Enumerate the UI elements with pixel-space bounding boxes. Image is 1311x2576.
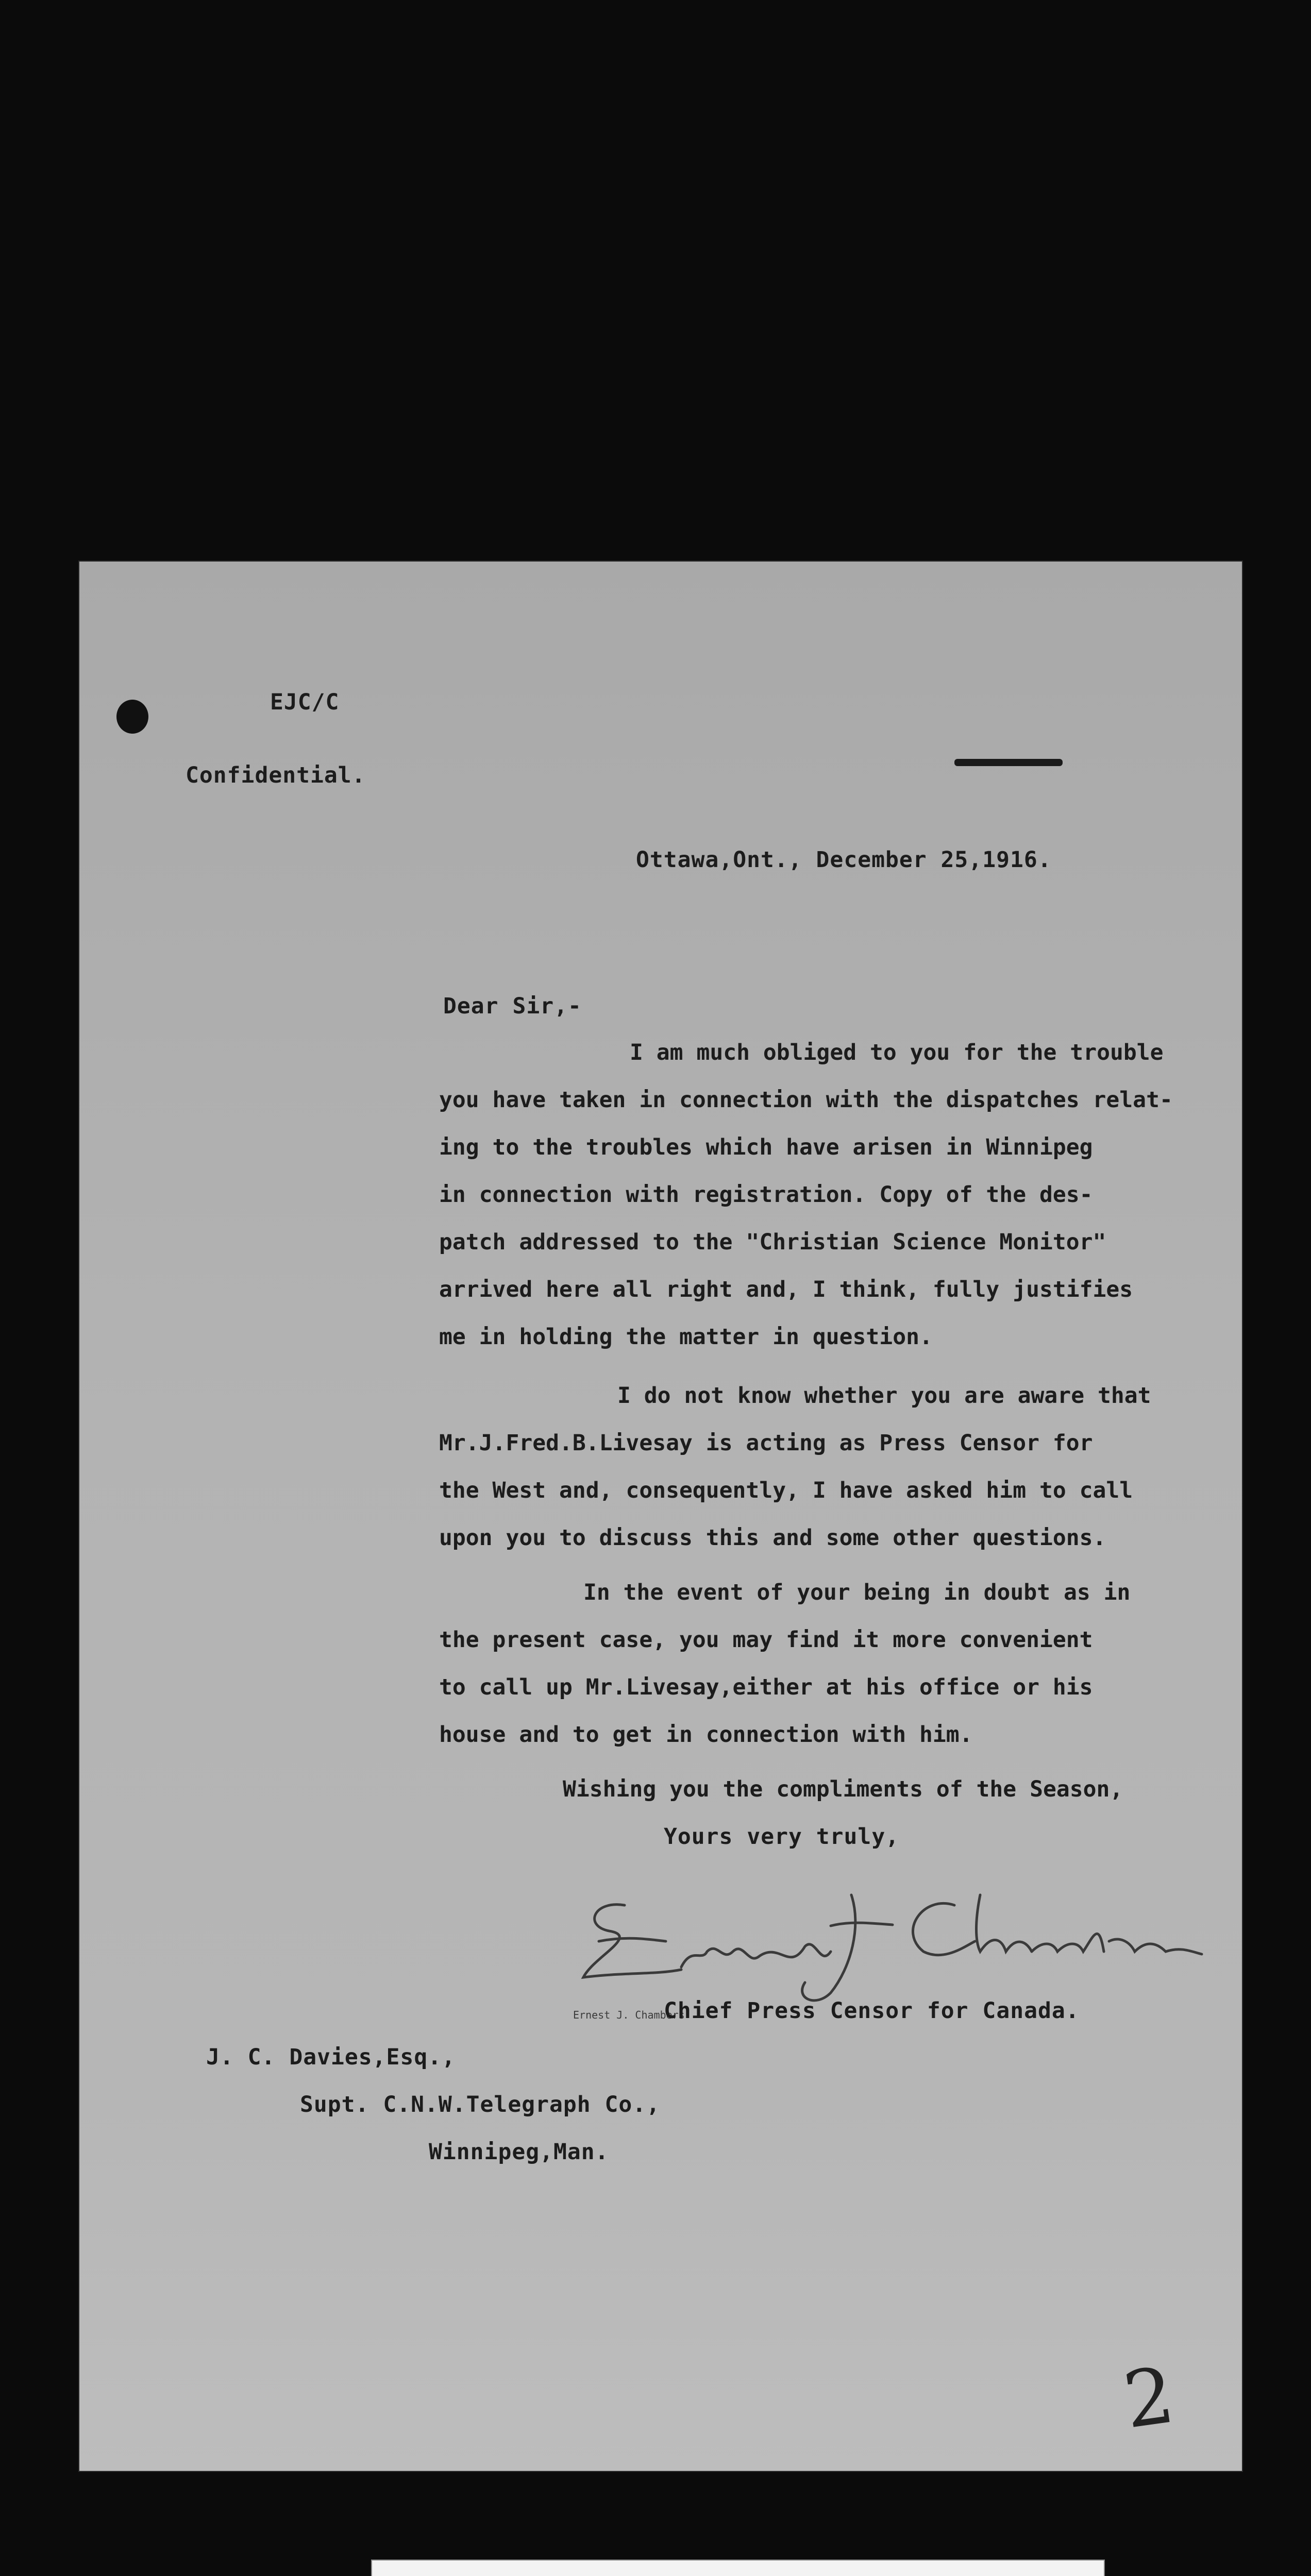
signature-text: Ernest J. Chambers	[573, 2009, 685, 2021]
body-line: I do not know whether you are aware that	[617, 1383, 1151, 1409]
body-line: Mr.J.Fred.B.Livesay is acting as Press Censor for	[439, 1430, 1093, 1456]
body-line: the present case, you may find it more convenient	[439, 1627, 1093, 1653]
body-line: ing to the troubles which have arisen in Winnipeg	[439, 1134, 1093, 1160]
body-line: upon you to discuss this and some other questions.	[439, 1525, 1106, 1551]
body-line: Wishing you the compliments of the Season,	[563, 1776, 1123, 1802]
signature-title: Chief Press Censor for Canada.	[664, 1998, 1080, 2024]
body-line: the West and, consequently, I have asked him to call	[439, 1478, 1133, 1503]
body-line: to call up Mr.Livesay,either at his office or his	[439, 1674, 1093, 1700]
archive-label	[371, 2560, 1105, 2576]
recipient-name: J. C. Davies,Esq.,	[206, 2044, 456, 2070]
salutation: Dear Sir,-	[443, 993, 582, 1019]
confidential-label: Confidential.	[186, 762, 366, 788]
letter-page	[78, 561, 1243, 2472]
reference-code: EJC/C	[270, 689, 340, 715]
closing: Yours very truly,	[664, 1824, 900, 1850]
page-number: 2	[1118, 2350, 1181, 2446]
crossed-out-mark	[954, 759, 1063, 766]
recipient-location: Winnipeg,Man.	[429, 2139, 609, 2165]
body-line: in connection with registration. Copy of the des-	[439, 1182, 1093, 1208]
body-line: me in holding the matter in question.	[439, 1324, 933, 1350]
ink-blot	[116, 700, 148, 734]
date-line: Ottawa,Ont., December 25,1916.	[636, 847, 1052, 873]
body-line: house and to get in connection with him.	[439, 1722, 973, 1748]
recipient-position: Supt. C.N.W.Telegraph Co.,	[300, 2092, 661, 2117]
body-line: In the event of your being in doubt as in	[583, 1580, 1131, 1605]
body-line: patch addressed to the "Christian Science Monitor"	[439, 1229, 1106, 1255]
body-line: arrived here all right and, I think, fully justifies	[439, 1277, 1133, 1302]
body-line: I am much obliged to you for the trouble	[630, 1040, 1164, 1065]
body-line: you have taken in connection with the dispatches relat-	[439, 1087, 1173, 1113]
